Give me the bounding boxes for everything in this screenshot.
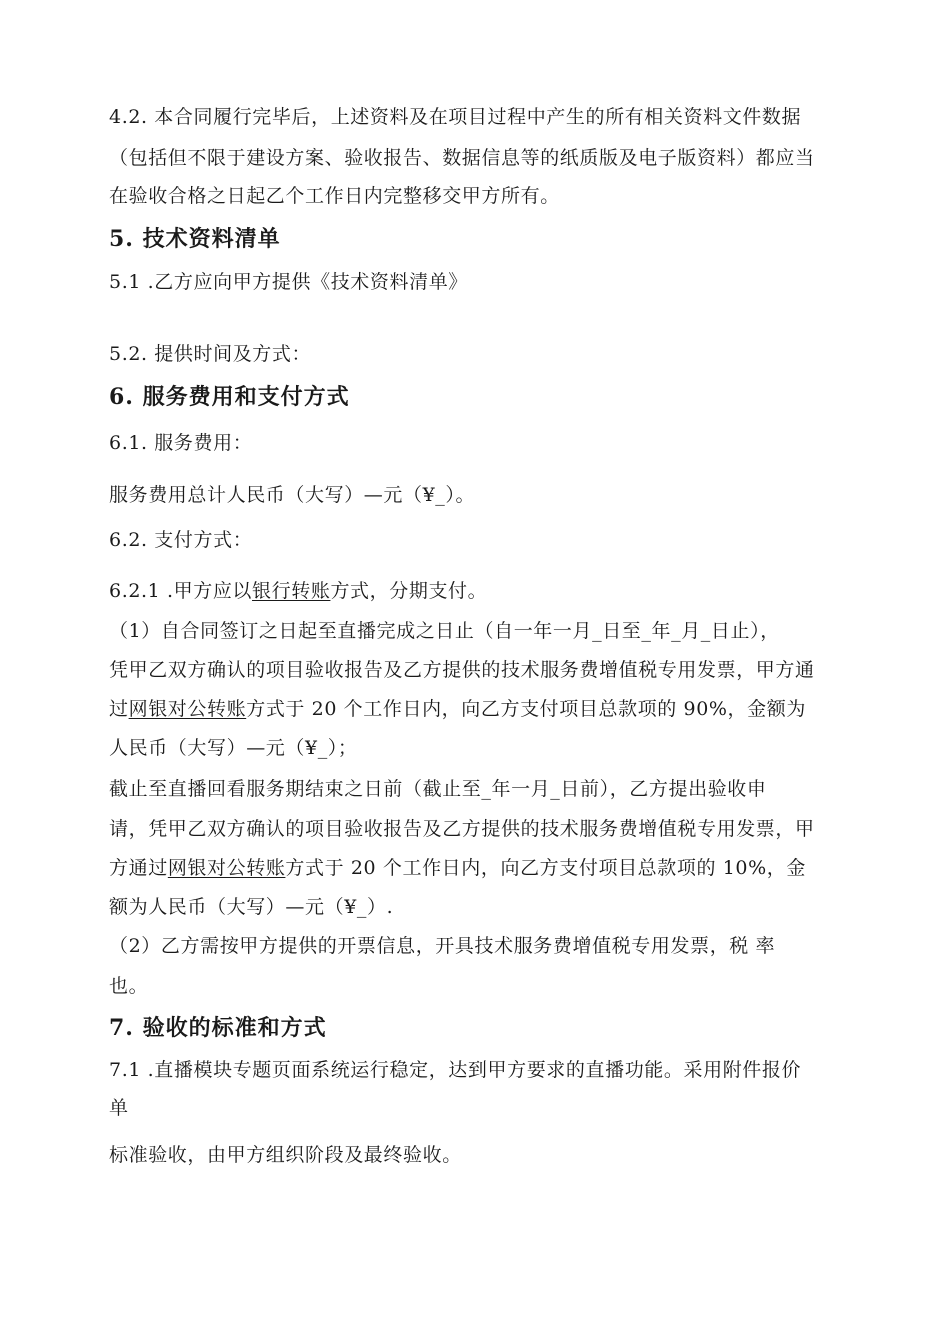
installment-1-line-4: 人民币（大写）—元（¥_）； [109,737,358,759]
clause-4-2-line-1: 4.2. 本合同履行完毕后，上述资料及在项目过程中产生的所有相关资料文件数据 [109,106,802,128]
clause-6-2-1-text-a: 6.2.1 .甲方应以 [109,580,253,602]
installment-2-line-4: 额为人民币（大写）—元（¥_）. [109,896,394,918]
installment-1-line-1: （1）自合同签订之日起至直播完成之日止（自一年一月_日至_年_月_日止）， [109,620,780,642]
clause-5-2: 5.2. 提供时间及方式： [109,343,312,365]
clause-7-1-line-1: 7.1 .直播模块专题页面系统运行稳定，达到甲方要求的直播功能。采用附件报价 [109,1059,802,1081]
clause-6-2-1-underlined: 银行转账 [252,580,331,602]
clause-5-1: 5.1 .乙方应向甲方提供《技术资料清单》 [109,271,468,293]
clause-6-2: 6.2. 支付方式： [109,529,253,551]
clause-7-1-line-3: 标准验收，由甲方组织阶段及最终验收。 [109,1144,462,1166]
section-6-heading: 6. 服务费用和支付方式 [109,384,350,410]
clause-6-2-1 [109,579,487,603]
installment-2-line-3-b: 方式于 20 个工作日内，向乙方支付项目总款项的 10%，金 [285,857,806,879]
installment-2-line-3-a: 方通过 [109,857,168,879]
invoice-clause-line-2: 也。 [109,975,149,997]
installment-2-line-3 [109,856,806,880]
clause-6-1: 6.1. 服务费用： [109,432,253,454]
installment-1-line-2: 凭甲乙双方确认的项目验收报告及乙方提供的技术服务费增值税专用发票，甲方通 [109,659,815,681]
clause-6-2-1-text-b: 方式，分期支付。 [330,580,488,602]
installment-1-line-3-a: 过 [109,698,129,720]
clause-4-2-line-3: 在验收合格之日起乙个工作日内完整移交甲方所有。 [109,185,560,207]
clause-4-2-line-2: （包括但不限于建设方案、验收报告、数据信息等的纸质版及电子版资料）都应当 [109,147,815,169]
installment-1-underlined: 网银对公转账 [128,698,247,720]
section-7-heading: 7. 验收的标准和方式 [109,1015,327,1041]
service-fee-total: 服务费用总计人民币（大写）—元（¥_）。 [109,484,476,506]
section-5-heading: 5. 技术资料清单 [109,226,281,252]
installment-2-line-2: 请，凭甲乙双方确认的项目验收报告及乙方提供的技术服务费增值税专用发票，甲 [109,818,815,840]
installment-2-underlined: 网银对公转账 [167,857,286,879]
installment-1-line-3-b: 方式于 20 个工作日内，向乙方支付项目总款项的 90%，金额为 [246,698,806,720]
clause-7-1-line-2: 单 [109,1097,129,1119]
invoice-clause-line-1: （2）乙方需按甲方提供的开票信息，开具技术服务费增值税专用发票，税 率 [109,935,776,957]
installment-1-line-3 [109,697,806,721]
installment-2-line-1: 截止至直播回看服务期结束之日前（截止至_年一月_日前），乙方提出验收申 [109,778,767,800]
